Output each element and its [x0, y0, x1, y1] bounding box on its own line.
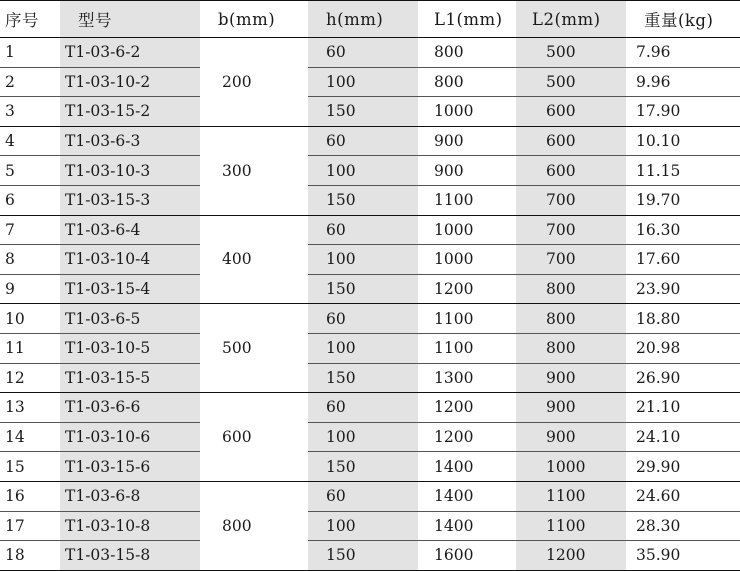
weight-cell: 28.30: [626, 511, 740, 541]
model-cell: T1-03-10-8: [60, 511, 200, 541]
h-cell: 100: [308, 333, 418, 363]
b-value-cell: 200: [200, 38, 308, 127]
weight-cell: 10.10: [626, 126, 740, 156]
model-cell: T1-03-6-3: [60, 126, 200, 156]
model-cell: T1-03-6-8: [60, 481, 200, 511]
model-cell: T1-03-15-5: [60, 363, 200, 393]
l1-cell: 800: [418, 38, 516, 68]
l1-cell: 1600: [418, 541, 516, 571]
l2-cell: 700: [516, 215, 626, 245]
table-row: [0, 541, 740, 571]
l2-cell: 600: [516, 126, 626, 156]
header-row: [0, 1, 740, 38]
weight-cell: 7.96: [626, 38, 740, 68]
l1-cell: 1100: [418, 333, 516, 363]
row-number-cell: 4: [0, 126, 60, 156]
table-row: [0, 333, 740, 363]
h-cell: 100: [308, 67, 418, 97]
l2-cell: 1000: [516, 452, 626, 482]
row-number-cell: 2: [0, 67, 60, 97]
h-cell: 60: [308, 304, 418, 334]
l1-cell: 1000: [418, 97, 516, 127]
h-cell: 100: [308, 156, 418, 186]
h-cell: 60: [308, 393, 418, 423]
l2-cell: 900: [516, 422, 626, 452]
row-number-cell: 9: [0, 274, 60, 304]
table-row: [0, 185, 740, 215]
l1-cell: 900: [418, 156, 516, 186]
h-cell: 150: [308, 274, 418, 304]
h-cell: 150: [308, 363, 418, 393]
table-row: [0, 97, 740, 127]
weight-cell: 23.90: [626, 274, 740, 304]
b-value-cell: 600: [200, 393, 308, 482]
header-weight: 重量(kg): [626, 1, 740, 38]
table-row: [0, 38, 740, 68]
l1-cell: 1100: [418, 185, 516, 215]
model-cell: T1-03-6-6: [60, 393, 200, 423]
model-cell: T1-03-15-3: [60, 185, 200, 215]
l1-cell: 800: [418, 67, 516, 97]
header-b: b(mm): [200, 1, 308, 38]
header-l1: L1(mm): [418, 1, 516, 38]
l2-cell: 1100: [516, 511, 626, 541]
table-row: [0, 511, 740, 541]
model-cell: T1-03-10-5: [60, 333, 200, 363]
row-number-cell: 11: [0, 333, 60, 363]
b-value-cell: 300: [200, 126, 308, 215]
row-number-cell: 10: [0, 304, 60, 334]
l2-cell: 600: [516, 97, 626, 127]
model-cell: T1-03-15-4: [60, 274, 200, 304]
l1-cell: 1100: [418, 304, 516, 334]
h-cell: 60: [308, 481, 418, 511]
h-cell: 150: [308, 97, 418, 127]
weight-cell: 18.80: [626, 304, 740, 334]
table-row: [0, 215, 740, 245]
l1-cell: 1400: [418, 452, 516, 482]
row-number-cell: 15: [0, 452, 60, 482]
row-number-cell: 3: [0, 97, 60, 127]
l1-cell: 1300: [418, 363, 516, 393]
model-cell: T1-03-15-8: [60, 541, 200, 571]
model-cell: T1-03-6-5: [60, 304, 200, 334]
l2-cell: 900: [516, 363, 626, 393]
h-cell: 100: [308, 245, 418, 275]
header-model: 型号: [60, 1, 200, 38]
model-cell: T1-03-10-4: [60, 245, 200, 275]
h-cell: 100: [308, 511, 418, 541]
row-number-cell: 8: [0, 245, 60, 275]
header-h: h(mm): [308, 1, 418, 38]
weight-cell: 16.30: [626, 215, 740, 245]
table-row: [0, 422, 740, 452]
row-number-cell: 18: [0, 541, 60, 571]
h-cell: 60: [308, 215, 418, 245]
table-body: [0, 38, 740, 571]
l2-cell: 1200: [516, 541, 626, 571]
l1-cell: 1400: [418, 511, 516, 541]
weight-cell: 17.60: [626, 245, 740, 275]
table-row: [0, 274, 740, 304]
l2-cell: 900: [516, 393, 626, 423]
row-number-cell: 5: [0, 156, 60, 186]
l2-cell: 800: [516, 274, 626, 304]
l1-cell: 900: [418, 126, 516, 156]
model-cell: T1-03-6-2: [60, 38, 200, 68]
l2-cell: 500: [516, 67, 626, 97]
l2-cell: 500: [516, 38, 626, 68]
table-row: [0, 156, 740, 186]
model-cell: T1-03-15-6: [60, 452, 200, 482]
row-number-cell: 6: [0, 185, 60, 215]
b-value-cell: 500: [200, 304, 308, 393]
weight-cell: 17.90: [626, 97, 740, 127]
row-number-cell: 1: [0, 38, 60, 68]
h-cell: 150: [308, 452, 418, 482]
table-row: [0, 363, 740, 393]
model-cell: T1-03-6-4: [60, 215, 200, 245]
table-row: [0, 481, 740, 511]
row-number-cell: 17: [0, 511, 60, 541]
weight-cell: 29.90: [626, 452, 740, 482]
weight-cell: 21.10: [626, 393, 740, 423]
table-row: [0, 67, 740, 97]
weight-cell: 9.96: [626, 67, 740, 97]
row-number-cell: 12: [0, 363, 60, 393]
row-number-cell: 13: [0, 393, 60, 423]
model-cell: T1-03-15-2: [60, 97, 200, 127]
h-cell: 60: [308, 38, 418, 68]
weight-cell: 24.10: [626, 422, 740, 452]
l1-cell: 1400: [418, 481, 516, 511]
b-value-cell: 800: [200, 481, 308, 570]
table-row: [0, 452, 740, 482]
table-row: [0, 126, 740, 156]
table-row: [0, 304, 740, 334]
model-cell: T1-03-10-6: [60, 422, 200, 452]
h-cell: 150: [308, 541, 418, 571]
h-cell: 60: [308, 126, 418, 156]
row-number-cell: 14: [0, 422, 60, 452]
h-cell: 150: [308, 185, 418, 215]
l1-cell: 1000: [418, 215, 516, 245]
weight-cell: 19.70: [626, 185, 740, 215]
weight-cell: 24.60: [626, 481, 740, 511]
table-row: [0, 393, 740, 423]
l2-cell: 600: [516, 156, 626, 186]
table-row: [0, 245, 740, 275]
l2-cell: 700: [516, 185, 626, 215]
weight-cell: 20.98: [626, 333, 740, 363]
weight-cell: 35.90: [626, 541, 740, 571]
b-value-cell: 400: [200, 215, 308, 304]
l2-cell: 1100: [516, 481, 626, 511]
h-cell: 100: [308, 422, 418, 452]
l1-cell: 1200: [418, 393, 516, 423]
l2-cell: 800: [516, 333, 626, 363]
header-no: 序号: [0, 1, 60, 38]
l2-cell: 800: [516, 304, 626, 334]
model-cell: T1-03-10-2: [60, 67, 200, 97]
l1-cell: 1200: [418, 274, 516, 304]
row-number-cell: 7: [0, 215, 60, 245]
weight-cell: 26.90: [626, 363, 740, 393]
row-number-cell: 16: [0, 481, 60, 511]
l1-cell: 1000: [418, 245, 516, 275]
model-cell: T1-03-10-3: [60, 156, 200, 186]
l1-cell: 1200: [418, 422, 516, 452]
l2-cell: 700: [516, 245, 626, 275]
header-l2: L2(mm): [516, 1, 626, 38]
weight-cell: 11.15: [626, 156, 740, 186]
